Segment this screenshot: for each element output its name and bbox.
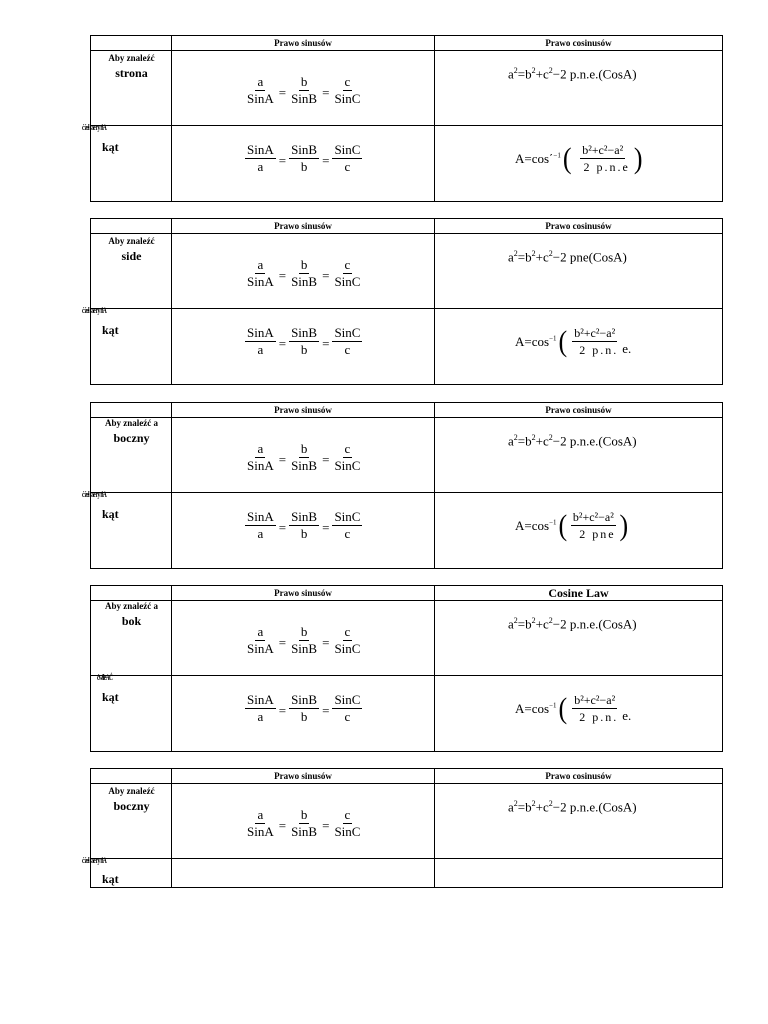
find-side-row [91, 234, 722, 309]
cosine-law-side-equation: $a^2=b^2+c^2-2$ p.n.e.(CosA) [508, 433, 637, 449]
find-label: Aby znaleźć [108, 53, 155, 63]
sine-law-angle-equation: $\frac{\text{SinA}}{a}$ = $\frac{\text{SinB}}{b}$ = $\frac{\text{SinC}}{c}$ [247, 325, 361, 357]
find-side-row [91, 601, 722, 676]
sine-law-header: Prawo sinusów [172, 219, 435, 233]
find-word: boczny [113, 431, 150, 445]
find-word: boczny [113, 799, 150, 813]
sine-law-side-equation: $\frac{a}{\text{SinA}}$ = $\frac{b}{\text{SinB}}$ = $\frac{c}{\text{SinC}}$ [247, 624, 361, 656]
margin-label: ćwiłeAĆ [97, 673, 113, 682]
table-header [91, 403, 722, 418]
margin-label: ć żeł ł ae ry ńA [82, 490, 107, 499]
find-angle-row [82, 306, 722, 384]
sine-law-side-equation: $\frac{a}{\text{SinA}}$ = $\frac{b}{\text{SinB}}$ = $\frac{c}{\text{SinC}}$ [247, 74, 361, 106]
angle-label: kąt [102, 323, 119, 337]
table-header [91, 586, 722, 601]
find-angle-row [82, 123, 722, 201]
sine-law-header: Prawo sinusów [172, 586, 435, 600]
sine-law-angle-equation: $\frac{\text{SinA}}{a}$ = $\frac{\text{SinB}}{b}$ = $\frac{\text{SinC}}{c}$ [247, 692, 361, 724]
sine-law-angle-equation: $\frac{\text{SinA}}{a}$ = $\frac{\text{SinB}}{b}$ = $\frac{\text{SinC}}{c}$ [247, 142, 361, 174]
find-label: Aby znaleźć [108, 786, 155, 796]
margin-label: ć żeł ł ae ry ńA [82, 306, 107, 315]
angle-label: kąt [102, 140, 119, 154]
find-side-row [91, 418, 722, 493]
law-table-4 [90, 585, 723, 752]
sine-law-side-equation: $\frac{a}{\text{SinA}}$ = $\frac{b}{\text{SinB}}$ = $\frac{c}{\text{SinC}}$ [247, 257, 361, 289]
find-angle-row [91, 673, 722, 751]
find-side-row [91, 784, 722, 859]
find-word: bok [121, 614, 142, 628]
margin-label: ć żeł ł ae ry ńA [82, 123, 107, 132]
cosine-law-header: Prawo cosinusów [545, 405, 612, 415]
find-angle-row [82, 490, 722, 568]
table-header [91, 219, 722, 234]
sine-law-side-equation: $\frac{a}{\text{SinA}}$ = $\frac{b}{\text{SinB}}$ = $\frac{c}{\text{SinC}}$ [247, 441, 361, 473]
sine-law-angle-equation: $\frac{\text{SinA}}{a}$ = $\frac{\text{SinB}}{b}$ = $\frac{\text{SinC}}{c}$ [247, 509, 361, 541]
law-table-3 [82, 402, 723, 569]
find-word: strona [115, 66, 148, 80]
cosine-law-angle-equation: $A=\cos^{-1}$ ( $\frac{\text{b²+c²−a²}}{\text{2 pne}}$ ) [515, 508, 629, 542]
find-label: Aby znaleźć [108, 236, 155, 246]
angle-label: kąt [102, 872, 119, 886]
find-label: Aby znaleźć a [105, 601, 158, 611]
law-table-2 [82, 218, 723, 385]
sine-law-header: Prawo sinusów [172, 769, 435, 783]
find-label: Aby znaleźć a [105, 418, 158, 428]
find-side-row [91, 51, 722, 126]
angle-label: kąt [102, 690, 119, 704]
sine-law-header: Prawo sinusów [172, 403, 435, 417]
find-word: side [121, 249, 142, 263]
law-table-1 [82, 35, 723, 202]
find-angle-row [82, 856, 722, 887]
cosine-law-angle-equation: $A=\cos^{-1}$ ( $\frac{\text{b²+c²−a²}}{2 p.n.}$ e. [515, 691, 632, 725]
cosine-law-header: Prawo cosinusów [545, 38, 612, 48]
angle-label: kąt [102, 507, 119, 521]
table-header [91, 36, 722, 51]
cosine-law-header: Prawo cosinusów [545, 771, 612, 781]
law-table-5 [82, 768, 723, 888]
cosine-law-side-equation: $a^2=b^2+c^2-2$ p.n.e.(CosA) [508, 799, 637, 815]
cosine-law-angle-equation: A=cos΄$^{-1}$ ( $\frac{\text{b²+c²−a²}}{2 p.n.e}$ ) [515, 141, 643, 175]
cosine-law-side-equation: $a^2=b^2+c^2-2$ p.n.e.(CosA) [508, 616, 637, 632]
cosine-law-side-equation: $a^2=b^2+c^2-2$ p.n.e.(CosA) [508, 66, 637, 82]
cosine-law-angle-equation: $A=\cos^{-1}$ ( $\frac{\text{b²+c²−a²}}{2 p.n.}$ e. [515, 324, 632, 358]
margin-label: ć żeł ł ae ry ńA [82, 856, 107, 865]
sine-law-header: Prawo sinusów [172, 36, 435, 50]
cosine-law-header: Prawo cosinusów [545, 221, 612, 231]
sine-law-side-equation: $\frac{a}{\text{SinA}}$ = $\frac{b}{\text{SinB}}$ = $\frac{c}{\text{SinC}}$ [247, 807, 361, 839]
table-header [91, 769, 722, 784]
cosine-law-header: Cosine Law [548, 586, 609, 600]
cosine-law-side-equation: $a^2=b^2+c^2-2$ pne(CosA) [508, 249, 627, 265]
